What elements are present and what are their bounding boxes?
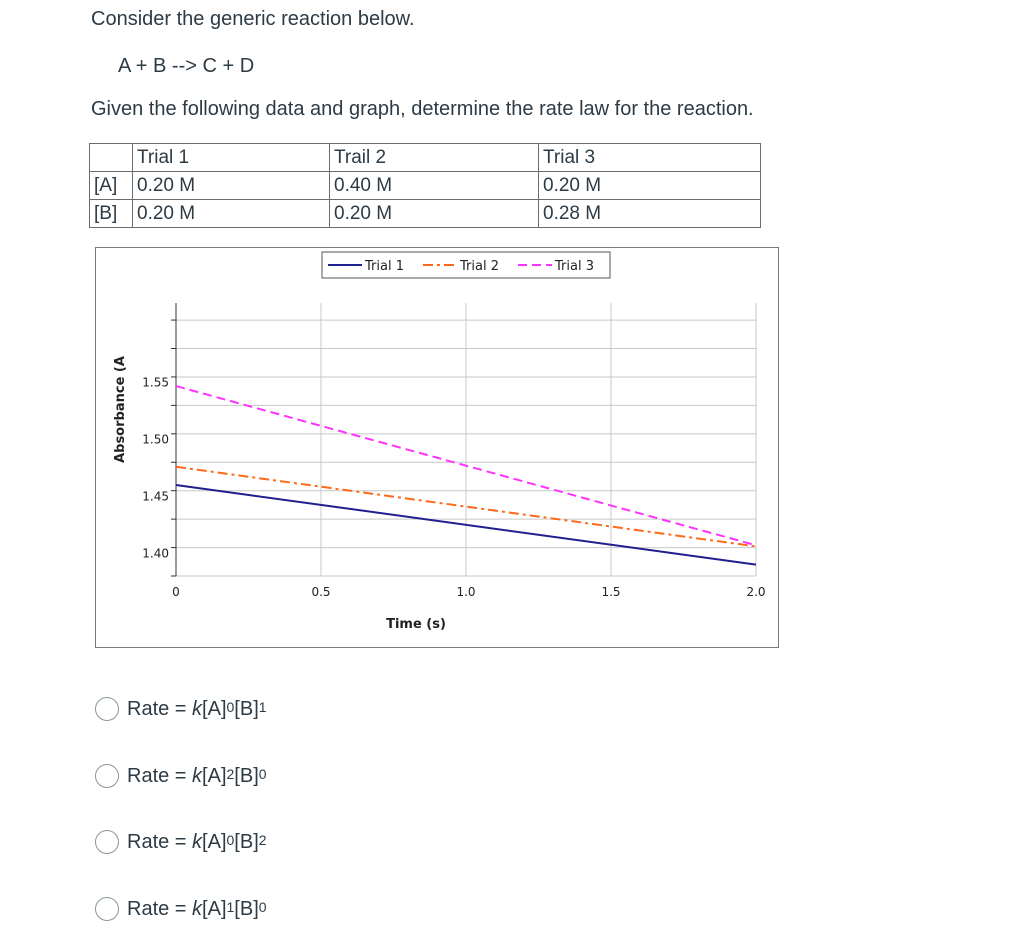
y-tick-label: 1.45	[142, 489, 169, 504]
radio-button[interactable]	[95, 764, 119, 788]
table-row	[90, 200, 761, 228]
legend-label: Trial 1	[365, 259, 404, 274]
table-cell: 0.20 M	[133, 200, 330, 228]
table-cell: 0.20 M	[330, 200, 539, 228]
radio-button[interactable]	[95, 897, 119, 921]
answer-option-2[interactable]	[95, 761, 267, 791]
table-cell: 0.20 M	[133, 172, 330, 200]
question-intro: Consider the generic reaction below.	[91, 8, 415, 30]
x-tick-label: 0	[172, 585, 180, 599]
table-cell: 0.28 M	[539, 200, 761, 228]
x-tick-label: 2.0	[746, 585, 766, 599]
x-tick-label: 1.5	[601, 585, 621, 599]
radio-button[interactable]	[95, 697, 119, 721]
answer-option-3[interactable]	[95, 827, 267, 857]
legend-label: Trial 2	[460, 259, 499, 274]
question-prompt: Given the following data and graph, determine the rate law for the reaction.	[91, 98, 754, 120]
rate-law-formula: Rate = k [A] $^1$ [B] $^0$	[127, 897, 267, 920]
legend-label: Trial 3	[555, 259, 594, 274]
absorbance-chart	[95, 247, 779, 648]
x-tick-label: 0.5	[311, 585, 331, 599]
y-tick-label: 1.50	[142, 432, 169, 447]
chart-svg	[96, 248, 780, 649]
answer-option-4[interactable]	[95, 894, 267, 924]
table-header-cell	[90, 144, 133, 172]
table-header-row	[90, 144, 761, 172]
table-header-cell: Trial 3	[539, 144, 761, 172]
y-tick-label: 1.40	[142, 546, 169, 561]
table-cell: 0.40 M	[330, 172, 539, 200]
table-row-label: [B]	[90, 200, 133, 228]
rate-law-formula: Rate = k [A] $^2$ [B] $^0$	[127, 764, 267, 787]
x-axis-label: Time (s)	[386, 617, 446, 632]
reaction-equation: A + B --> C + D	[118, 55, 255, 77]
data-table	[89, 143, 761, 228]
x-tick-label: 1.0	[456, 585, 476, 599]
rate-law-formula: Rate = k [A] $^0$ [B] $^2$	[127, 830, 267, 853]
table-cell: 0.20 M	[539, 172, 761, 200]
rate-law-formula: Rate = k [A] $^0$ [B] $^1$	[127, 697, 267, 720]
table-header-cell: Trial 1	[133, 144, 330, 172]
y-axis-label: Absorbance (A	[113, 356, 128, 463]
y-tick-label: 1.55	[142, 375, 169, 390]
table-row-label: [A]	[90, 172, 133, 200]
table-row	[90, 172, 761, 200]
answer-option-1[interactable]	[95, 694, 267, 724]
table-header-cell: Trail 2	[330, 144, 539, 172]
radio-button[interactable]	[95, 830, 119, 854]
